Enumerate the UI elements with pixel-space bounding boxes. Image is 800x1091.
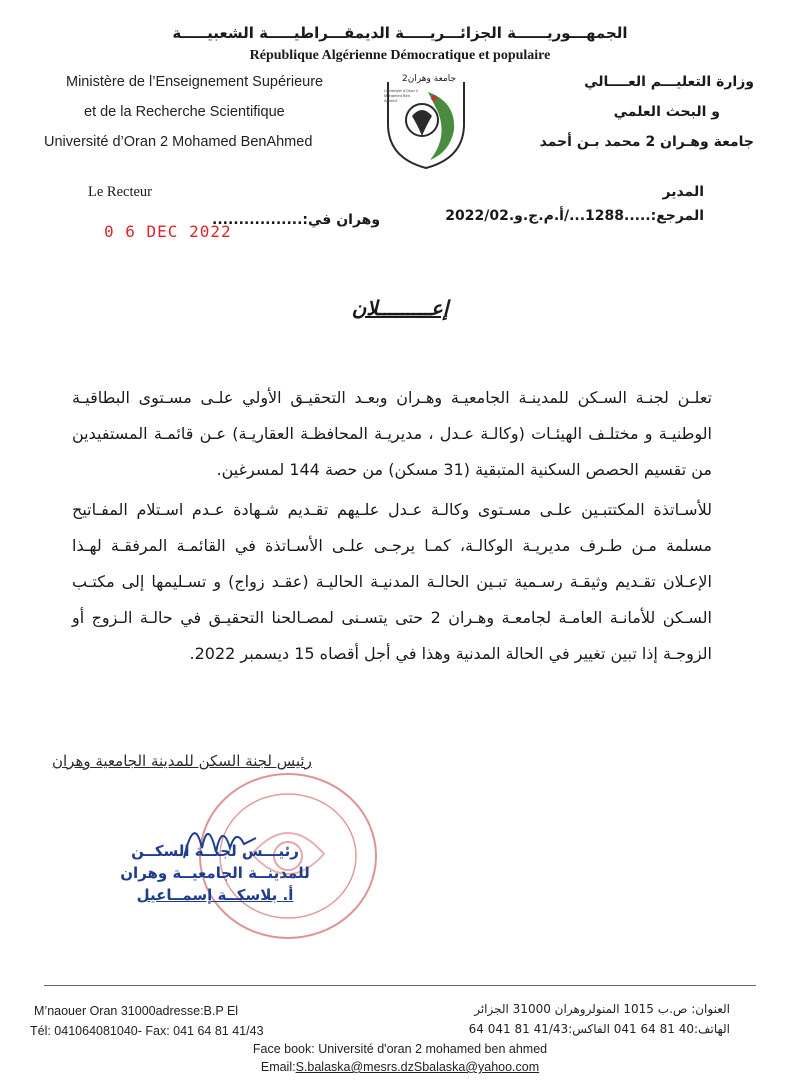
signature-stamp-line-2: للمدينــة الجامعيــة وهران bbox=[120, 864, 310, 882]
logo-latin-text: Université d'Oran 2 Mohamed Ben Ahmed bbox=[384, 88, 419, 103]
research-line-ar: و البحث العلمي bbox=[613, 104, 720, 120]
signature-stamp-line-1: رئيـــس لجنــة السكــن bbox=[131, 842, 299, 860]
footer-phone-ar: الهاتف:40 81 64 041 الفاكس:41/43 81 041 64 bbox=[468, 1022, 730, 1036]
announcement-title: إعـــــــــلان bbox=[351, 296, 449, 320]
oran-date-label: وهران في:................. bbox=[212, 212, 381, 228]
university-line: Université d’Oran 2 Mohamed BenAhmed bbox=[44, 134, 313, 150]
footer-email-line bbox=[0, 1060, 800, 1074]
body-paragraph-1: تعلـن لجنـة السـكن للمدينـة الجامعيـة وهـران وبعـد التحقيـق الأولي علـى مسـتوى البطاقيـة الوطنيـة و مختلـف الهيئـات (وكالـة عـدل ، مديريـة المحافظـة العقاريـة) عـن قائمـة المستفيدين من تقسيم الحصص السكنية المتبقية (31 مسكن) من حصة 144 لمسرغين. bbox=[72, 388, 712, 479]
footer-email-link[interactable]: S.balaska@mesrs.dzSbalaska@yahoo.com bbox=[295, 1060, 540, 1074]
ministry-line-ar: وزارة التعليـــم العــــالي bbox=[584, 74, 754, 90]
university-logo bbox=[378, 68, 474, 172]
footer-phone-fr: Tél: 041064081040- Fax: 041 64 81 41/43 bbox=[30, 1024, 264, 1038]
ministry-line: Ministère de l’Enseignement Supérieure bbox=[66, 74, 324, 90]
footer-email-label: Email: bbox=[260, 1060, 296, 1074]
footer-facebook: Face book: Université d'oran 2 mohamed ben ahmed bbox=[252, 1042, 548, 1056]
reference-number: المرجع:.....1288.../أ.م.ج.و.2022/02 bbox=[445, 208, 704, 224]
logo-arabic-text: جامعة وهران2 bbox=[402, 74, 457, 84]
date-stamp: 0 6 DEC 2022 bbox=[104, 222, 232, 241]
body-paragraph-2: للأسـاتذة المكتتبـين علـى مسـتوى وكالـة عـدل علـيهم تقـديم شـهادة عـدم اسـتلام المفـاتيح مسلمة مـن طـرف مديريـة الوكالـة، كمـا يرجـى علـى الأسـاتذة في القائمـة المرفقـة لهـذا الإعـلان تقـديم وثيقـة رسـمية تبـين الحالـة المدنيـة الحاليـة (عقـد زواج) و تسـليمها إلى مكتـب السـكن للأمانـة العامـة لجامعـة وهـران 2 حتى يتسـنى لمصـالحنا التحقيـق في حالـة الـزوج أو الزوجـة إذا تبين تغيير في الحالة المدنية وهذا في أجل أقصاه 15 ديسمبر 2022. bbox=[72, 500, 712, 663]
footer-divider bbox=[44, 985, 756, 986]
announcement-title-wrap bbox=[0, 296, 800, 320]
footer-address-ar: العنوان: ص.ب 1015 المنولروهران 31000 الجزائر bbox=[474, 1002, 730, 1016]
announcement-body bbox=[72, 380, 712, 676]
signature-stamp bbox=[100, 840, 330, 906]
signature-stamp-line-3: أ. بلاسكــة إسمــاعيل bbox=[136, 886, 294, 904]
header-arabic-republic: الجمهـــوريــــــة الجزائـــريـــــة الديمقـــراطيـــــة الشعبيـــــة bbox=[172, 24, 628, 42]
director-label: المدير bbox=[662, 184, 704, 200]
research-line: et de la Recherche Scientifique bbox=[84, 104, 285, 120]
recteur-label: Le Recteur bbox=[88, 184, 153, 200]
footer-address-fr: M’naouer Oran 31000adresse:B.P El bbox=[34, 1004, 239, 1018]
university-line-ar: جامعة وهـران 2 محمد بـن أحمد bbox=[539, 134, 754, 150]
signature-title: رئيس لجنة السكن للمدينة الجامعية وهران bbox=[52, 752, 312, 770]
header-french-republic: République Algérienne Démocratique et populaire bbox=[249, 48, 551, 63]
